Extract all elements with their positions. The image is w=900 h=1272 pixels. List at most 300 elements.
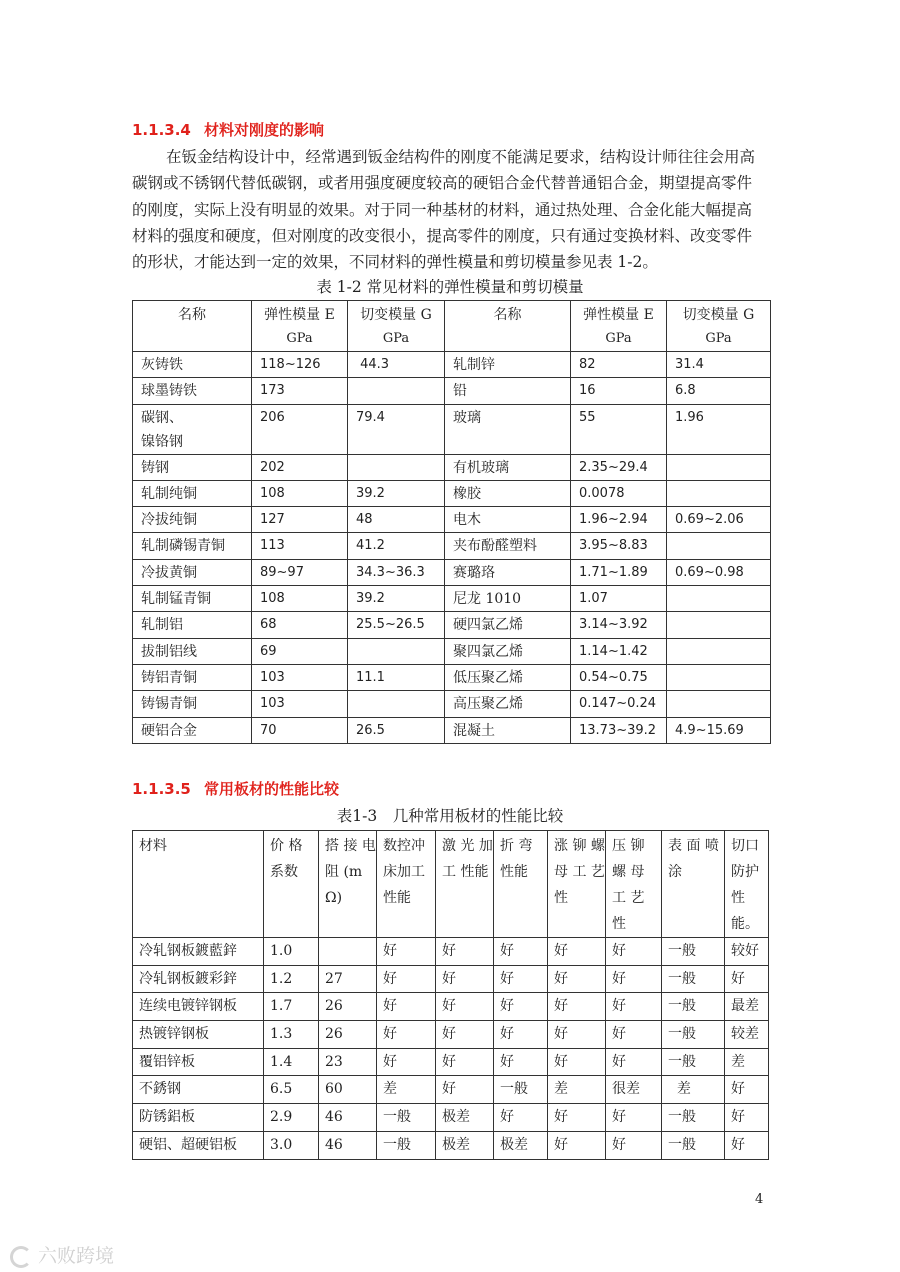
table-cell: 好 (436, 965, 494, 993)
cell-text: 赛璐珞 (453, 564, 495, 581)
paragraph-line: 在钣金结构设计中，经常遇到钣金结构件的刚度不能满足要求，结构设计师往往会用高 (166, 148, 756, 166)
table-cell (667, 559, 771, 585)
section-heading-1134 (132, 119, 324, 140)
table-cell (133, 664, 252, 690)
table-cell: 防锈鋁板 (133, 1104, 264, 1132)
paragraph-line: 的刚度，实际上没有明显的效果。对于同一种基材的材料，通过热处理、合金化能大幅提高 (132, 200, 753, 219)
table-cell (348, 559, 445, 585)
table-row (133, 938, 769, 966)
cell-text: 31.4 (675, 357, 704, 372)
table-cell: 1.4 (264, 1048, 319, 1076)
cell-text: 4.9~15.69 (675, 722, 744, 738)
table-cell (571, 691, 667, 717)
table-cell (348, 404, 445, 454)
table-cell: 好 (436, 938, 494, 966)
table-cell: 连续电镀锌钢板 (133, 993, 264, 1021)
table-cell: 好 (548, 1021, 606, 1049)
cell-text: 轧制纯铜 (141, 485, 197, 502)
cell-text: 82 (579, 357, 596, 372)
cell-text: 0.69~2.06 (675, 512, 744, 528)
cell-text: 68 (260, 617, 277, 633)
table-cell (445, 454, 571, 480)
table-cell: 好 (377, 965, 436, 993)
watermark-text: 六败跨境 (38, 1245, 115, 1267)
cell-text: 拔制铝线 (141, 643, 197, 660)
body-paragraph (132, 144, 772, 275)
table-cell: 一般 (662, 965, 725, 993)
table-cell: 不銹钢 (133, 1076, 264, 1104)
table-cell: 较好 (725, 938, 769, 966)
cell-text: 铸钢 (141, 459, 169, 476)
watermark-logo-icon (10, 1246, 32, 1268)
cell-text: 108 (260, 591, 285, 607)
table-cell (348, 507, 445, 533)
cell-text: 48 (356, 512, 373, 528)
table-row (133, 559, 771, 585)
table-cell: 一般 (494, 1076, 548, 1104)
table-cell: 2.9 (264, 1104, 319, 1132)
table-cell: 27 (319, 965, 377, 993)
table-cell: 一般 (662, 1021, 725, 1049)
table-cell (667, 691, 771, 717)
table-cell: 好 (606, 965, 662, 993)
cell-text: 橡胶 (453, 485, 481, 502)
header-line: 切变模量 G (360, 307, 432, 323)
table-cell (571, 612, 667, 638)
table-cell: 差 (548, 1076, 606, 1104)
table-cell (667, 480, 771, 506)
table-cell (571, 352, 667, 378)
cell-text: 3.95~8.83 (579, 538, 648, 554)
table-cell: 1.3 (264, 1021, 319, 1049)
table-cell (252, 507, 348, 533)
cell-text: 6.8 (675, 383, 696, 399)
table-cell: 好 (436, 1076, 494, 1104)
table-cell (667, 664, 771, 690)
table-cell: 6.5 (264, 1076, 319, 1104)
header-line: GPa (605, 331, 632, 346)
header-line: 名称 (178, 307, 206, 323)
table-cell: 热镀锌钢板 (133, 1021, 264, 1049)
table-cell: 好 (548, 993, 606, 1021)
table-cell (348, 454, 445, 480)
table-row (133, 1131, 769, 1159)
table-cell (252, 691, 348, 717)
table-cell: 冷轧钢板鍍藍鋅 (133, 938, 264, 966)
cell-text: 球墨铸铁 (141, 383, 197, 400)
cell-text: 44.3 (356, 357, 390, 372)
cell-text: 2.35~29.4 (579, 459, 648, 475)
section-title: 常用板材的性能比较 (204, 780, 340, 798)
table-cell: 好 (494, 938, 548, 966)
section-title: 材料对刚度的影响 (204, 121, 325, 139)
table-cell: 最差 (725, 993, 769, 1021)
cell-text: 尼龙 1010 (453, 591, 522, 608)
paragraph-line: 碳钢或不锈钢代替低碳钢，或者用强度硬度较高的硬铝合金代替普通铝合金，期望提高零件 (132, 174, 753, 193)
cell-text: 灰铸铁 (141, 357, 183, 373)
header-cell: 压 铆 螺 母 工 艺 性 (606, 831, 662, 938)
cell-text: 电木 (453, 512, 481, 529)
cell-text: 铸锡青铜 (141, 696, 197, 713)
header-line: 名称 (493, 307, 522, 323)
table-cell: 一般 (662, 1104, 725, 1132)
table-cell: 冷轧钢板鍍彩鋅 (133, 965, 264, 993)
table-cell (348, 717, 445, 743)
table-cell: 硬铝、超硬铝板 (133, 1131, 264, 1159)
cell-text: 70 (260, 722, 277, 738)
header-cell: 切口防护性能。 (725, 831, 769, 938)
watermark (10, 1241, 114, 1268)
table-cell: 好 (377, 1048, 436, 1076)
table-cell (252, 664, 348, 690)
table-cell: 60 (319, 1076, 377, 1104)
cell-text: 0.69~0.98 (675, 564, 744, 580)
cell-text: 113 (260, 538, 285, 554)
table-cell (348, 691, 445, 717)
table-row (133, 533, 771, 559)
table-cell (319, 938, 377, 966)
table-cell (445, 586, 571, 612)
cell-text: 0.54~0.75 (579, 669, 648, 685)
header-cell: 表 面 喷涂 (662, 831, 725, 938)
table-cell (133, 586, 252, 612)
table-cell (445, 664, 571, 690)
table-cell (252, 404, 348, 454)
table-row (133, 454, 771, 480)
header-cell (445, 301, 571, 352)
table-cell: 好 (494, 1021, 548, 1049)
header-cell (571, 301, 667, 352)
table-header-row (133, 831, 769, 938)
table-cell (252, 480, 348, 506)
table-cell (133, 559, 252, 585)
table-row (133, 480, 771, 506)
cell-text: 103 (260, 669, 285, 685)
table-cell (252, 559, 348, 585)
cell-text: 39.2 (356, 591, 385, 607)
table-cell (133, 612, 252, 638)
table-cell (445, 717, 571, 743)
table-cell: 好 (494, 1048, 548, 1076)
cell-text: 69 (260, 643, 277, 659)
table-cell (348, 533, 445, 559)
table-cell: 好 (436, 993, 494, 1021)
table-row (133, 638, 771, 664)
table-cell (133, 691, 252, 717)
table-cell: 好 (606, 993, 662, 1021)
table-cell (348, 612, 445, 638)
table-cell: 一般 (662, 1131, 725, 1159)
header-line: GPa (705, 331, 732, 346)
header-line: 弹性模量 E (264, 307, 335, 323)
cell-text: 有机玻璃 (453, 459, 509, 476)
table-cell: 一般 (377, 1104, 436, 1132)
cell-text: 1.07 (579, 591, 608, 607)
table-cell: 好 (725, 1131, 769, 1159)
cell-text: 混凝土 (453, 722, 495, 739)
table-cell: 一般 (662, 1048, 725, 1076)
table-cell: 好 (494, 993, 548, 1021)
table-cell (133, 533, 252, 559)
cell-text: 轧制磷锡青铜 (141, 538, 225, 555)
table-row (133, 691, 771, 717)
table-cell (252, 454, 348, 480)
table-cell (252, 352, 348, 378)
table-row (133, 1048, 769, 1076)
header-cell: 激 光 加 工 性能 (436, 831, 494, 938)
table-cell (571, 404, 667, 454)
table-cell (445, 533, 571, 559)
cell-text: 206 (260, 409, 285, 425)
table-cell: 好 (494, 965, 548, 993)
table-cell (252, 378, 348, 404)
table-cell: 好 (494, 1104, 548, 1132)
table-cell: 26 (319, 993, 377, 1021)
table-cell (571, 533, 667, 559)
cell-text: 1.96 (675, 409, 704, 425)
table-cell: 好 (725, 1104, 769, 1132)
header-cell: 数控冲床加工性能 (377, 831, 436, 938)
header-cell: 折 弯 性能 (494, 831, 548, 938)
table-cell: 好 (436, 1021, 494, 1049)
table-cell (133, 454, 252, 480)
table-cell: 一般 (662, 993, 725, 1021)
table-cell: 好 (377, 1021, 436, 1049)
table-row (133, 378, 771, 404)
table-cell: 好 (606, 1131, 662, 1159)
table-cell (571, 638, 667, 664)
cell-text: 铸铝青铜 (141, 669, 197, 686)
cell-text: 3.14~3.92 (579, 617, 648, 633)
table-row (133, 965, 769, 993)
cell-text: 118~126 (260, 357, 321, 372)
cell-text: 39.2 (356, 485, 385, 501)
table-cell (571, 717, 667, 743)
cell-text: 202 (260, 459, 285, 475)
table-row (133, 1021, 769, 1049)
table-row (133, 1104, 769, 1132)
table-cell: 好 (606, 938, 662, 966)
table-cell: 一般 (377, 1131, 436, 1159)
table-cell (348, 480, 445, 506)
cell-text: 108 (260, 485, 285, 501)
table-cell (571, 559, 667, 585)
table-cell: 好 (377, 993, 436, 1021)
cell-text: 硬四氯乙烯 (453, 617, 523, 634)
table-cell (252, 638, 348, 664)
header-line: GPa (286, 331, 313, 346)
table-cell (133, 638, 252, 664)
table-cell (667, 586, 771, 612)
table-cell (252, 586, 348, 612)
table-cell (252, 612, 348, 638)
section-number: 1.1.3.5 (132, 780, 191, 798)
header-line: GPa (382, 331, 410, 346)
table-cell (667, 507, 771, 533)
cell-text: 0.0078 (579, 485, 625, 501)
table-cell (445, 404, 571, 454)
table-cell (133, 507, 252, 533)
table-cell (348, 352, 445, 378)
table-cell (445, 480, 571, 506)
table-cell (667, 612, 771, 638)
table-cell: 好 (377, 938, 436, 966)
table-cell: 1.2 (264, 965, 319, 993)
table-cell (445, 638, 571, 664)
table-1-2-caption: 表 1-2 常见材料的弹性模量和剪切模量 (316, 278, 584, 296)
table-cell (348, 586, 445, 612)
table-cell (667, 378, 771, 404)
header-cell: 涨 铆 螺 母 工 艺 性 (548, 831, 606, 938)
header-line: 切变模量 G (682, 307, 755, 323)
cell-text: 玻璃 (453, 409, 481, 426)
header-cell (252, 301, 348, 352)
table-cell: 极差 (436, 1131, 494, 1159)
table-cell (571, 507, 667, 533)
table-cell (667, 454, 771, 480)
table-cell (571, 454, 667, 480)
header-cell (667, 301, 771, 352)
table-cell: 46 (319, 1131, 377, 1159)
table-row (133, 612, 771, 638)
cell-text: 轧制锰青铜 (141, 591, 211, 608)
table-cell (571, 378, 667, 404)
table-cell: 1.0 (264, 938, 319, 966)
header-cell (133, 301, 252, 352)
table-cell: 差 (725, 1048, 769, 1076)
table-cell: 好 (548, 1104, 606, 1132)
table-row (133, 1076, 769, 1104)
table-cell: 极差 (494, 1131, 548, 1159)
table-cell: 一般 (662, 938, 725, 966)
modulus-table (132, 300, 771, 744)
table-row (133, 717, 771, 743)
cell-text: 1.14~1.42 (579, 643, 648, 659)
table-cell: 极差 (436, 1104, 494, 1132)
table-cell (445, 559, 571, 585)
table-cell (667, 404, 771, 454)
table-row (133, 664, 771, 690)
cell-text: 79.4 (356, 409, 385, 425)
table-cell (571, 480, 667, 506)
table-1-3-caption: 表1-3 几种常用板材的性能比较 (336, 807, 564, 825)
section-number: 1.1.3.4 (132, 121, 191, 139)
table-cell: 好 (548, 1048, 606, 1076)
sheet-comparison-table (132, 830, 769, 1160)
table-cell: 23 (319, 1048, 377, 1076)
table-cell: 好 (606, 1104, 662, 1132)
cell-text: 夹布酚醛塑料 (453, 538, 537, 555)
cell-text: 冷拔纯铜 (141, 512, 197, 529)
table-cell (571, 586, 667, 612)
cell-text: 轧制锌 (453, 357, 495, 373)
cell-text: 16 (579, 383, 596, 399)
table-cell: 好 (725, 1076, 769, 1104)
table-header-row (133, 301, 771, 352)
table-cell (445, 612, 571, 638)
header-cell: 价 格 系数 (264, 831, 319, 938)
table-cell: 好 (548, 938, 606, 966)
cell-text: 26.5 (356, 722, 385, 738)
header-line: 弹性模量 E (583, 307, 654, 323)
table-row (133, 586, 771, 612)
table-row (133, 352, 771, 378)
table-cell (348, 638, 445, 664)
cell-text: 11.1 (356, 669, 385, 685)
table-row (133, 404, 771, 454)
cell-text: 103 (260, 696, 285, 712)
paragraph-line: 材料的强度和硬度，但对刚度的改变很小，提高零件的刚度，只有通过变换材料、改变零件 (132, 226, 753, 245)
table-cell: 很差 (606, 1076, 662, 1104)
table-cell (252, 717, 348, 743)
cell-text: 碳钢、 (141, 409, 183, 426)
cell-text: 13.73~39.2 (579, 722, 657, 738)
table-cell (348, 378, 445, 404)
cell-text: 高压聚乙烯 (453, 696, 523, 713)
table-cell: 好 (548, 965, 606, 993)
table-cell (133, 480, 252, 506)
section-heading-1135 (132, 778, 339, 799)
paragraph-line: 的形状，才能达到一定的效果，不同材料的弹性模量和剪切模量参见表 1-2。 (132, 253, 658, 272)
table-cell: 46 (319, 1104, 377, 1132)
header-cell (348, 301, 445, 352)
table-cell: 较差 (725, 1021, 769, 1049)
cell-text: 55 (579, 409, 596, 425)
table-cell (571, 664, 667, 690)
cell-text: 34.3~36.3 (356, 564, 425, 580)
table-cell (667, 533, 771, 559)
table-cell: 差 (662, 1076, 725, 1104)
cell-text: 89~97 (260, 564, 304, 580)
cell-text: 轧制铝 (141, 617, 183, 634)
table-cell: 好 (548, 1131, 606, 1159)
cell-text: 铅 (453, 383, 467, 400)
cell-text: 127 (260, 512, 285, 528)
table-cell (133, 717, 252, 743)
table-cell (133, 378, 252, 404)
cell-text: 低压聚乙烯 (453, 669, 523, 686)
table-cell (252, 533, 348, 559)
table-cell (667, 352, 771, 378)
cell-text: 1.96~2.94 (579, 512, 648, 528)
table-cell: 覆铝锌板 (133, 1048, 264, 1076)
cell-text: 聚四氯乙烯 (453, 643, 523, 660)
page-number: 4 (755, 1192, 764, 1207)
table-cell (667, 638, 771, 664)
table-cell: 3.0 (264, 1131, 319, 1159)
table-cell: 1.7 (264, 993, 319, 1021)
table-cell: 26 (319, 1021, 377, 1049)
cell-text: 镍铬钢 (141, 433, 183, 450)
table-cell: 好 (725, 965, 769, 993)
table-cell: 好 (606, 1021, 662, 1049)
table-cell (133, 352, 252, 378)
table-cell (667, 717, 771, 743)
table-cell (445, 691, 571, 717)
table-cell: 差 (377, 1076, 436, 1104)
cell-text: 硬铝合金 (141, 722, 197, 739)
table-cell (445, 507, 571, 533)
table-cell (445, 352, 571, 378)
header-cell: 材料 (133, 831, 264, 938)
cell-text: 25.5~26.5 (356, 617, 425, 633)
cell-text: 冷拔黄铜 (141, 564, 197, 581)
cell-text: 41.2 (356, 538, 385, 554)
table-cell: 好 (436, 1048, 494, 1076)
table-row (133, 993, 769, 1021)
table-cell (348, 664, 445, 690)
table-cell (445, 378, 571, 404)
